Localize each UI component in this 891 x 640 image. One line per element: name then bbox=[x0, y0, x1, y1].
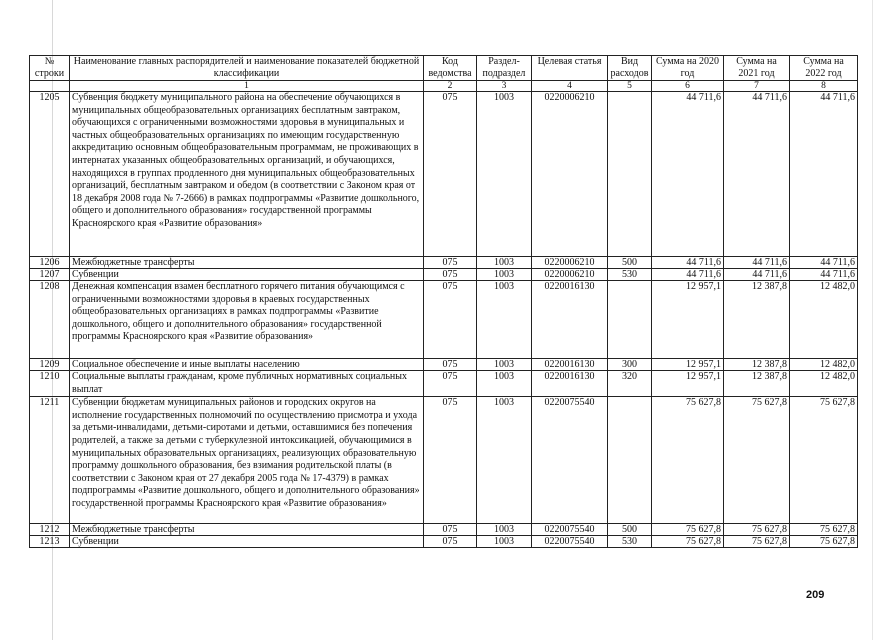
row-sum-2021: 44 711,6 bbox=[724, 269, 790, 281]
row-sum-2022: 44 711,6 bbox=[790, 257, 858, 269]
row-number: 1211 bbox=[30, 397, 70, 524]
table-row bbox=[30, 371, 858, 397]
header-sum-2020: Сумма на 2020 год bbox=[652, 56, 724, 81]
row-expense-type: 530 bbox=[608, 269, 652, 281]
row-section: 1003 bbox=[477, 359, 532, 371]
header-name: Наименование главных распорядителей и наименование показателей бюджетной классификации bbox=[70, 56, 424, 81]
row-sum-2021: 44 711,6 bbox=[724, 92, 790, 257]
row-dept: 075 bbox=[424, 371, 477, 397]
row-sum-2020: 75 627,8 bbox=[652, 524, 724, 536]
row-dept: 075 bbox=[424, 524, 477, 536]
row-target: 0220016130 bbox=[532, 371, 608, 397]
page-edge-right bbox=[872, 0, 873, 640]
row-sum-2020: 75 627,8 bbox=[652, 536, 724, 548]
row-dept: 075 bbox=[424, 269, 477, 281]
row-dept: 075 bbox=[424, 536, 477, 548]
row-section: 1003 bbox=[477, 92, 532, 257]
row-name: Социальные выплаты гражданам, кроме публичных нормативных социальных выплат bbox=[70, 371, 424, 397]
row-target: 0220075540 bbox=[532, 397, 608, 524]
row-expense-type bbox=[608, 397, 652, 524]
row-target: 0220006210 bbox=[532, 269, 608, 281]
row-number: 1213 bbox=[30, 536, 70, 548]
table-row bbox=[30, 281, 858, 359]
row-sum-2020: 44 711,6 bbox=[652, 269, 724, 281]
header-dept: Код ведомства bbox=[424, 56, 477, 81]
header-row bbox=[30, 56, 858, 81]
row-section: 1003 bbox=[477, 524, 532, 536]
header-number: 4 bbox=[532, 81, 608, 92]
row-sum-2022: 12 482,0 bbox=[790, 371, 858, 397]
row-sum-2022: 44 711,6 bbox=[790, 269, 858, 281]
row-number: 1212 bbox=[30, 524, 70, 536]
row-expense-type bbox=[608, 92, 652, 257]
header-number: 2 bbox=[424, 81, 477, 92]
header-expense-type: Вид расходов bbox=[608, 56, 652, 81]
header-number: 8 bbox=[790, 81, 858, 92]
row-section: 1003 bbox=[477, 371, 532, 397]
row-expense-type: 530 bbox=[608, 536, 652, 548]
page-number: 209 bbox=[806, 589, 825, 601]
row-section: 1003 bbox=[477, 397, 532, 524]
row-sum-2021: 12 387,8 bbox=[724, 281, 790, 359]
row-name: Субвенции бюджетам муниципальных районов и городских округов на исполнение государственных полномочий по осуществлению присмотра и ухода за детьми-инвалидами, детьми-сиротами и детьми, оставшимися без попечения родителей, а также за детьми с туберкулезной интоксикацией, обучающимися в муниципальных образовательных организациях, реализующих образовательную программу дошкольного образования, без взимания родительской платы (в соответствии с Законом края от 27 декабря 2005 года № 17-4379) в рамках подпрограммы «Развитие дошкольного, общего и дополнительного образования» государственной программы Красноярского края «Развитие образования» bbox=[70, 397, 424, 524]
header-number: 6 bbox=[652, 81, 724, 92]
row-target: 0220016130 bbox=[532, 281, 608, 359]
row-name: Субвенции bbox=[70, 269, 424, 281]
row-target: 0220075540 bbox=[532, 536, 608, 548]
row-dept: 075 bbox=[424, 257, 477, 269]
row-sum-2021: 75 627,8 bbox=[724, 397, 790, 524]
row-sum-2022: 12 482,0 bbox=[790, 359, 858, 371]
header-number: 3 bbox=[477, 81, 532, 92]
row-target: 0220016130 bbox=[532, 359, 608, 371]
row-dept: 075 bbox=[424, 397, 477, 524]
header-number-empty bbox=[30, 81, 70, 92]
row-name: Субвенция бюджету муниципального района на обеспечение обучающихся в муниципальных общеобразовательных организациях бесплатным завтраком, обучающихся с ограниченными возможностями здоровья в муниципальных и частных общеобразовательных организациях по имеющим государственную аккредитацию основным общеобразовательным программам, не проживающих в интернатах указанных общеобразовательных организаций, и обучающихся, находящихся в группах продленного дня муниципальных общеобразовательных организаций, бесплатным завтраком и обедом (в соответствии с Законом края от 18 декабря 2008 года № 7-2666) в рамках подпрограммы «Развитие дошкольного, общего и дополнительного образования» государственной программы Красноярского края «Развитие образования» bbox=[70, 92, 424, 257]
row-sum-2020: 44 711,6 bbox=[652, 257, 724, 269]
row-section: 1003 bbox=[477, 281, 532, 359]
header-number: 7 bbox=[724, 81, 790, 92]
table-row bbox=[30, 92, 858, 257]
table-row bbox=[30, 397, 858, 524]
row-name: Денежная компенсация взамен бесплатного горячего питания обучающимся с ограниченными возможностями здоровья в краевых государственных общеобразовательных организациях в рамках подпрограммы «Развитие дошкольного, общего и дополнительного образования» государственной программы Красноярского края «Развитие образования» bbox=[70, 281, 424, 359]
row-sum-2021: 12 387,8 bbox=[724, 359, 790, 371]
header-sum-2021: Сумма на 2021 год bbox=[724, 56, 790, 81]
row-sum-2022: 75 627,8 bbox=[790, 524, 858, 536]
header-number: 1 bbox=[70, 81, 424, 92]
row-expense-type: 300 bbox=[608, 359, 652, 371]
row-name: Субвенции bbox=[70, 536, 424, 548]
row-sum-2020: 12 957,1 bbox=[652, 281, 724, 359]
table-row bbox=[30, 524, 858, 536]
row-sum-2022: 75 627,8 bbox=[790, 536, 858, 548]
row-sum-2020: 12 957,1 bbox=[652, 359, 724, 371]
table-row bbox=[30, 359, 858, 371]
row-expense-type bbox=[608, 281, 652, 359]
row-sum-2022: 75 627,8 bbox=[790, 397, 858, 524]
row-number: 1205 bbox=[30, 92, 70, 257]
row-section: 1003 bbox=[477, 536, 532, 548]
row-section: 1003 bbox=[477, 257, 532, 269]
row-sum-2021: 44 711,6 bbox=[724, 257, 790, 269]
row-section: 1003 bbox=[477, 269, 532, 281]
row-sum-2022: 44 711,6 bbox=[790, 92, 858, 257]
header-number-row bbox=[30, 81, 858, 92]
row-name: Межбюджетные трансферты bbox=[70, 524, 424, 536]
row-sum-2020: 12 957,1 bbox=[652, 371, 724, 397]
row-expense-type: 500 bbox=[608, 257, 652, 269]
table-row bbox=[30, 269, 858, 281]
row-dept: 075 bbox=[424, 92, 477, 257]
row-target: 0220006210 bbox=[532, 92, 608, 257]
row-number: 1207 bbox=[30, 269, 70, 281]
header-number: 5 bbox=[608, 81, 652, 92]
row-number: 1208 bbox=[30, 281, 70, 359]
header-target: Целевая статья bbox=[532, 56, 608, 81]
row-name: Социальное обеспечение и иные выплаты населению bbox=[70, 359, 424, 371]
row-sum-2022: 12 482,0 bbox=[790, 281, 858, 359]
row-target: 0220006210 bbox=[532, 257, 608, 269]
row-expense-type: 500 bbox=[608, 524, 652, 536]
row-target: 0220075540 bbox=[532, 524, 608, 536]
row-dept: 075 bbox=[424, 359, 477, 371]
header-sum-2022: Сумма на 2022 год bbox=[790, 56, 858, 81]
row-number: 1209 bbox=[30, 359, 70, 371]
row-number: 1210 bbox=[30, 371, 70, 397]
header-section: Раздел-подраздел bbox=[477, 56, 532, 81]
row-sum-2021: 12 387,8 bbox=[724, 371, 790, 397]
row-expense-type: 320 bbox=[608, 371, 652, 397]
row-number: 1206 bbox=[30, 257, 70, 269]
table-row bbox=[30, 536, 858, 548]
budget-table bbox=[29, 55, 858, 548]
row-sum-2021: 75 627,8 bbox=[724, 524, 790, 536]
table-row bbox=[30, 257, 858, 269]
row-sum-2020: 75 627,8 bbox=[652, 397, 724, 524]
row-sum-2020: 44 711,6 bbox=[652, 92, 724, 257]
row-name: Межбюджетные трансферты bbox=[70, 257, 424, 269]
row-sum-2021: 75 627,8 bbox=[724, 536, 790, 548]
header-row-no: № строки bbox=[30, 56, 70, 81]
row-dept: 075 bbox=[424, 281, 477, 359]
